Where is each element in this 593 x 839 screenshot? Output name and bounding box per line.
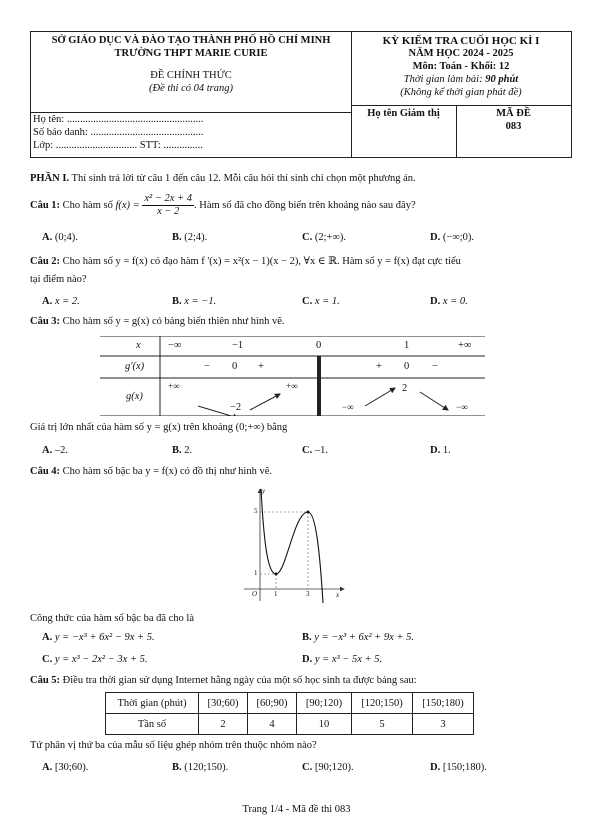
exam-title: KỲ KIỂM TRA CUỐI HỌC KÌ I bbox=[382, 35, 540, 47]
graph-tick-x1: 1 bbox=[274, 590, 278, 598]
vt-sign-1: − bbox=[204, 361, 210, 372]
q1-option-c[interactable]: C. (2;+∞). bbox=[302, 232, 347, 243]
frequency-cell: 4 bbox=[248, 714, 297, 735]
q5-option-c[interactable]: C. [90;120). bbox=[302, 762, 354, 773]
graph-y-label: y bbox=[262, 487, 266, 495]
vt-x-val-3: 0 bbox=[316, 340, 322, 351]
interval-cell: [150;180) bbox=[413, 693, 474, 714]
vt-f-val-5: 2 bbox=[402, 383, 408, 394]
table-row bbox=[106, 693, 474, 714]
code-label: MÃ ĐỀ bbox=[496, 108, 531, 119]
q2-option-a[interactable]: A. x = 2. bbox=[42, 296, 80, 307]
vt-f-val-3: +∞ bbox=[286, 381, 298, 391]
question-5: Câu 5: Điều tra thời gian sử dụng Internet hằng ngày của một số học sinh ta được bảng sau: bbox=[30, 675, 417, 686]
part-instructions: PHẦN I. Thí sinh trả lời từ câu 1 đến câu 12. Mỗi câu hỏi thí sinh chỉ chọn một phương án. bbox=[30, 173, 416, 184]
exam-header bbox=[30, 31, 572, 158]
cubic-graph bbox=[240, 485, 350, 605]
vt-x-val-4: 1 bbox=[404, 340, 410, 351]
vt-x-val-2: −1 bbox=[232, 340, 244, 351]
variation-table bbox=[100, 336, 485, 416]
q3-option-d[interactable]: D. 1. bbox=[430, 445, 451, 456]
arrow-down-2 bbox=[420, 392, 448, 410]
question-4-prompt: Công thức của hàm số bậc ba đã cho là bbox=[30, 613, 195, 624]
q1-option-b[interactable]: B. (2;4). bbox=[172, 232, 208, 243]
vt-f-val-4: −∞ bbox=[342, 402, 354, 412]
table-row bbox=[106, 714, 474, 735]
question-1: Câu 1: Cho hàm số f(x) = $\frac{\text{x² − 2x + 4}}{x - 2}$ . Hàm số đã cho đồng biến trên khoảng nào sau đây? bbox=[30, 193, 416, 217]
interval-cell: [30;60) bbox=[199, 693, 248, 714]
id-line: Số báo danh: ........................................... bbox=[33, 127, 204, 138]
frequency-table bbox=[105, 692, 474, 735]
graph-tick-y1: 1 bbox=[254, 569, 258, 577]
q3-option-a[interactable]: A. –2. bbox=[42, 445, 68, 456]
graph-tick-x3: 3 bbox=[306, 590, 310, 598]
code-value: 083 bbox=[505, 121, 522, 132]
arrow-up-2 bbox=[365, 388, 395, 406]
vt-x-val-5: +∞ bbox=[458, 340, 472, 351]
vt-x-label: x bbox=[136, 340, 141, 351]
q4-option-a[interactable]: A. y = −x³ + 6x² − 9x + 5. bbox=[42, 632, 155, 643]
page-footer: Trang 1/4 - Mã đề thi 083 bbox=[242, 804, 351, 815]
q2-option-c[interactable]: C. x = 1. bbox=[302, 296, 340, 307]
pages-note: (Đề thi có 04 trang) bbox=[149, 83, 233, 94]
row-header: Thời gian (phút) bbox=[106, 693, 199, 714]
time-note: (Không kể thời gian phát đề) bbox=[400, 87, 522, 98]
fraction: $\frac{\text{x² − 2x + 4}}{x - 2}$ bbox=[144, 193, 193, 217]
vt-sign-2: 0 bbox=[232, 361, 238, 372]
q2-option-d[interactable]: D. x = 0. bbox=[430, 296, 468, 307]
q3-option-b[interactable]: B. 2. bbox=[172, 445, 193, 456]
question-3-prompt: Giá trị lớn nhất của hàm số y = g(x) trên khoảng (0;+∞) bằng bbox=[30, 422, 288, 433]
arrow-up-1 bbox=[250, 394, 280, 410]
vt-x-val-1: −∞ bbox=[168, 340, 182, 351]
graph-origin: O bbox=[252, 590, 258, 598]
q1-option-d[interactable]: D. (−∞;0). bbox=[430, 232, 475, 243]
school-name: TRƯỜNG THPT MARIE CURIE bbox=[114, 48, 268, 59]
graph-x-label: x bbox=[336, 591, 340, 599]
row-header: Tần số bbox=[106, 714, 199, 735]
proctor-label: Họ tên Giám thị bbox=[367, 108, 440, 119]
question-2-cont: tại điểm nào? bbox=[30, 274, 87, 285]
class-line: Lớp: ............................... STT: ............... bbox=[33, 140, 203, 151]
q1-option-a[interactable]: A. (0;4). bbox=[42, 232, 78, 243]
official-label: ĐỀ CHÍNH THỨC bbox=[150, 70, 232, 81]
interval-cell: [120;150) bbox=[352, 693, 413, 714]
name-line: Họ tên: .................................................... bbox=[33, 114, 204, 125]
q5-option-d[interactable]: D. [150;180). bbox=[430, 762, 487, 773]
q3-option-c[interactable]: C. –1. bbox=[302, 445, 328, 456]
frequency-cell: 3 bbox=[413, 714, 474, 735]
department-name: SỞ GIÁO DỤC VÀ ĐÀO TẠO THÀNH PHỐ HỒ CHÍ MINH bbox=[51, 35, 331, 46]
q4-option-c[interactable]: C. y = x³ − 2x² − 3x + 5. bbox=[42, 654, 148, 665]
question-5-prompt: Tứ phân vị thứ ba của mẫu số liệu ghép nhóm trên thuộc nhóm nào? bbox=[30, 740, 317, 751]
graph-tick-y5: 5 bbox=[254, 507, 258, 515]
vt-sign-6: − bbox=[432, 361, 438, 372]
vt-derivative-label: g'(x) bbox=[125, 361, 145, 372]
q4-option-b[interactable]: B. y = −x³ + 6x² + 9x + 5. bbox=[302, 632, 415, 643]
school-year: NĂM HỌC 2024 - 2025 bbox=[408, 48, 514, 59]
vt-function-label: g(x) bbox=[126, 391, 143, 402]
time-allowed: Thời gian làm bài: 90 phút bbox=[403, 74, 519, 85]
vt-sign-5: 0 bbox=[404, 361, 410, 372]
question-4: Câu 4: Cho hàm số bậc ba y = f(x) có đồ thị như hình vẽ. bbox=[30, 466, 272, 477]
interval-cell: [90;120) bbox=[297, 693, 352, 714]
q2-option-b[interactable]: B. x = −1. bbox=[172, 296, 217, 307]
interval-cell: [60;90) bbox=[248, 693, 297, 714]
question-2: Câu 2: Cho hàm số y = f(x) có đạo hàm f '(x) = x²(x − 1)(x − 2), ∀x ∈ ℝ. Hàm số y = f(x) đạt cực tiểu bbox=[30, 256, 461, 267]
vt-f-val-6: −∞ bbox=[456, 402, 468, 412]
frequency-cell: 10 bbox=[297, 714, 352, 735]
frequency-cell: 2 bbox=[199, 714, 248, 735]
question-3: Câu 3: Cho hàm số y = g(x) có bảng biến thiên như hình vẽ. bbox=[30, 316, 285, 327]
q4-option-d[interactable]: D. y = x³ − 5x + 5. bbox=[302, 654, 383, 665]
cubic-curve bbox=[261, 489, 323, 603]
vt-f-val-2: −2 bbox=[230, 402, 242, 413]
vt-sign-4: + bbox=[376, 361, 382, 372]
discontinuity-bar bbox=[317, 356, 321, 416]
subject: Môn: Toán - Khối: 12 bbox=[412, 61, 510, 72]
vt-sign-3: + bbox=[258, 361, 264, 372]
frequency-cell: 5 bbox=[352, 714, 413, 735]
q5-option-a[interactable]: A. [30;60). bbox=[42, 762, 89, 773]
vt-f-val-1: +∞ bbox=[168, 381, 180, 391]
q5-option-b[interactable]: B. (120;150). bbox=[172, 762, 229, 773]
